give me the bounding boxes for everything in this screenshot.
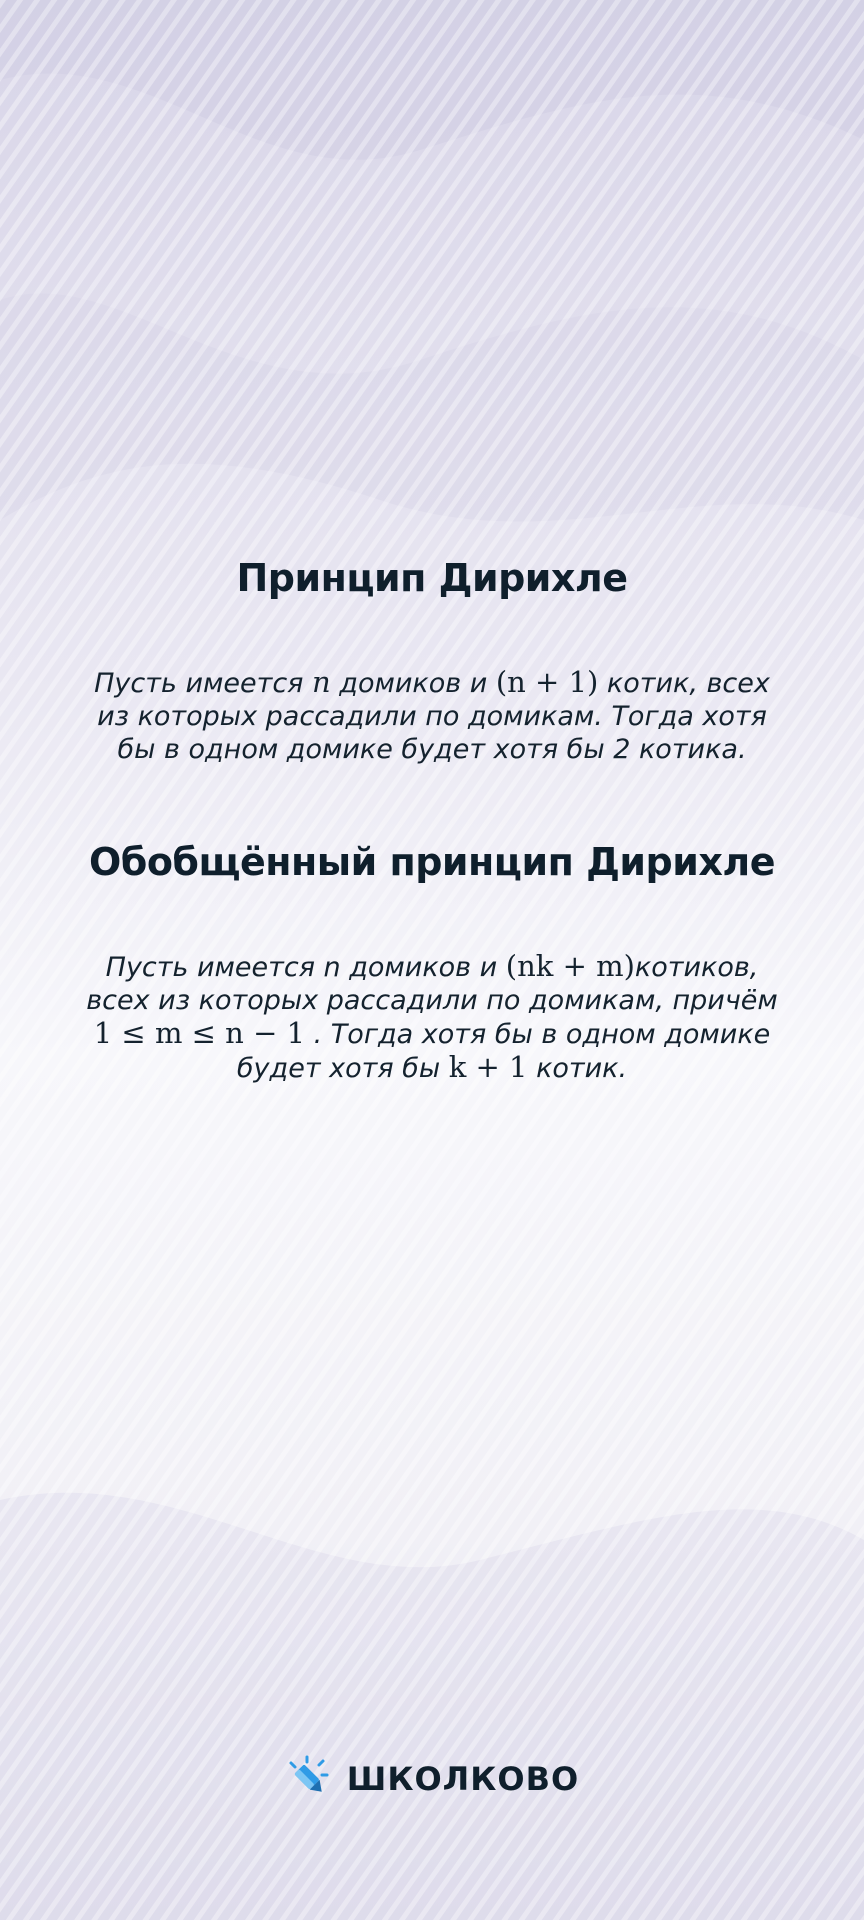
section2-title: Обобщённый принцип Дирихле (88, 840, 775, 884)
math-k-plus-1: k + 1 (448, 1050, 528, 1084)
math-inequality: 1 ≤ m ≤ n − 1 (93, 1016, 306, 1050)
brand-name: ШКОЛКОВО (346, 1760, 580, 1798)
section2-line-4: будет хотя бы k + 1 котик. (236, 1050, 628, 1084)
section1-line-1: Пусть имеется n домиков и (n + 1) котик, всех (94, 665, 770, 699)
section2-line-3: 1 ≤ m ≤ n − 1 . Тогда хотя бы в одном домике (93, 1016, 771, 1050)
section1-title: Принцип Дирихле (236, 556, 628, 600)
math-n-plus-1: (n + 1) (495, 665, 599, 699)
section2-line-2: всех из которых рассадили по домикам, причём (86, 985, 778, 1016)
section2-line-1: Пусть имеется n домиков и (nk + m)котиков, (105, 949, 759, 983)
section1-paragraph (60, 666, 804, 766)
pencil-sparkle-icon (285, 1755, 333, 1803)
math-n: n (312, 665, 331, 699)
math-nk-plus-m: (nk + m) (505, 949, 635, 983)
section2-paragraph (60, 950, 804, 1085)
brand-logo (0, 1755, 864, 1803)
section1-line-3: бы в одном домике будет хотя бы 2 котика. (117, 734, 747, 765)
section1-line-2: из которых рассадили по домикам. Тогда хотя (97, 701, 767, 732)
